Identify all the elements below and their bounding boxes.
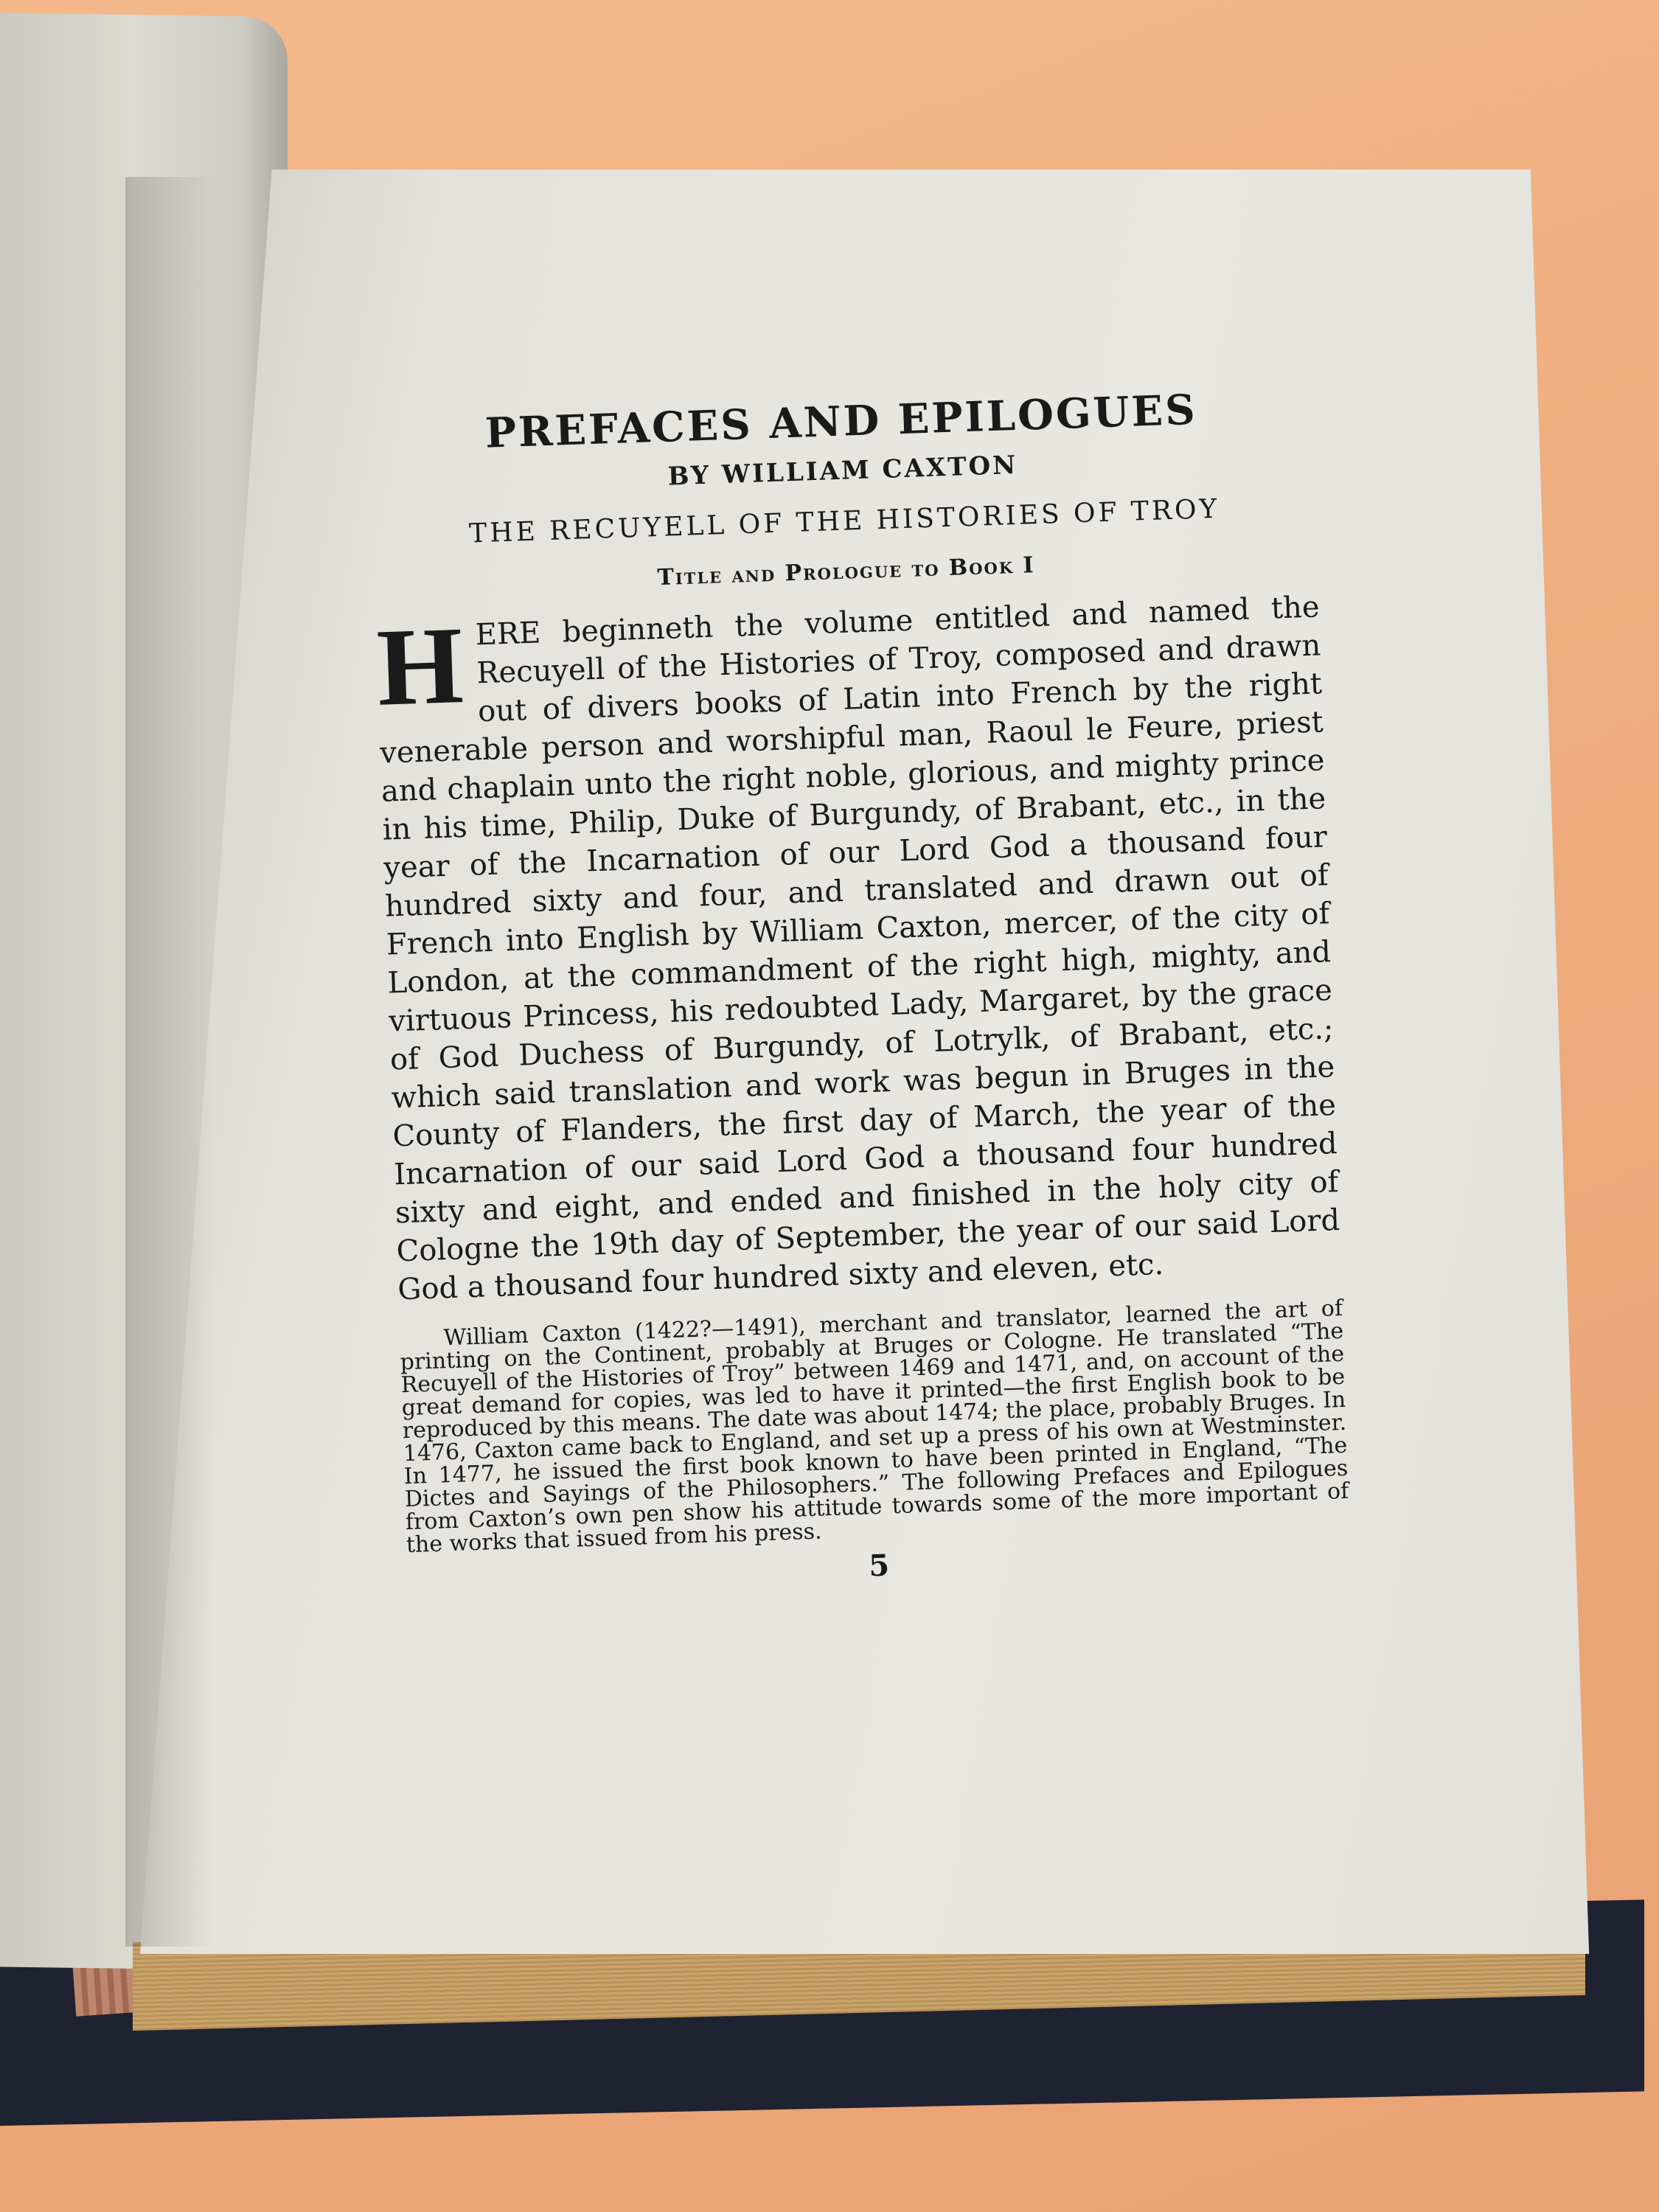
page-title: PREFACES AND EPILOGUES (484, 385, 1198, 458)
section-title: Title and Prologue to Book I (656, 552, 1036, 591)
author-byline: BY WILLIAM CAXTON (667, 450, 1018, 492)
main-paragraph-text: ERE beginneth the volume entitled and named the Recuyell of the Histories of Troy, composed and drawn out of divers books of Latin into French by the right venerable person and worshipful man, Raoul le Feure, priest and chaplain unto the right noble, glorious, and mighty prince in his time, Philip, Duke of Burgundy, of Brabant, etc., in the year of the Incarnation of our Lord God a thousand four hundred sixty and four, and translated and drawn out of French into English by William Caxton, mercer, of the city of London, at the commandment of the right high, mighty, and virtuous Princess, his redoubted Lady, Margaret, by the grace of God Duchess of Burgundy, of Lotrylk, of Brabant, etc.; which said translation and work was begun in Bruges in the County of Flanders, the first day of March, the year of the Incarnation of our said Lord God a thousand four hundred sixty and eight, and ended and finished in the holy city of Cologne the 19th day of September, the year of our said Lord God a thousand four hundred sixty and eleven, etc. (379, 590, 1340, 1307)
printed-text-block (369, 382, 1352, 1599)
work-title: THE RECUYELL OF THE HISTORIES OF TROY (468, 493, 1220, 549)
page-number: 5 (868, 1548, 890, 1584)
footnote: William Caxton (1422?—1491), merchant and translator, learned the art of printing on the Continent, probably at Bruges or Cologne. He translated “The Recuyell of the Histories of Troy” between 1469 and 1471, and, on account of the great demand for copies, was led to have it printed—the first English book to be reproduced by this means. The date was about 1474; the place, probably Bruges. In 1476, Caxton came back to England, and set up a press of his own at Westminster. In 1477, he issued the first book known to have been printed in England, “The Dictes and Sayings of the Philosophers.” The following Prefaces and Epilogues from Caxton’s own pen show his attitude towards some of the more important of the works that issued from his press. (400, 1295, 1349, 1559)
drop-cap: H (375, 603, 465, 729)
main-paragraph (375, 588, 1341, 1309)
gutter-shadow (125, 177, 214, 1947)
